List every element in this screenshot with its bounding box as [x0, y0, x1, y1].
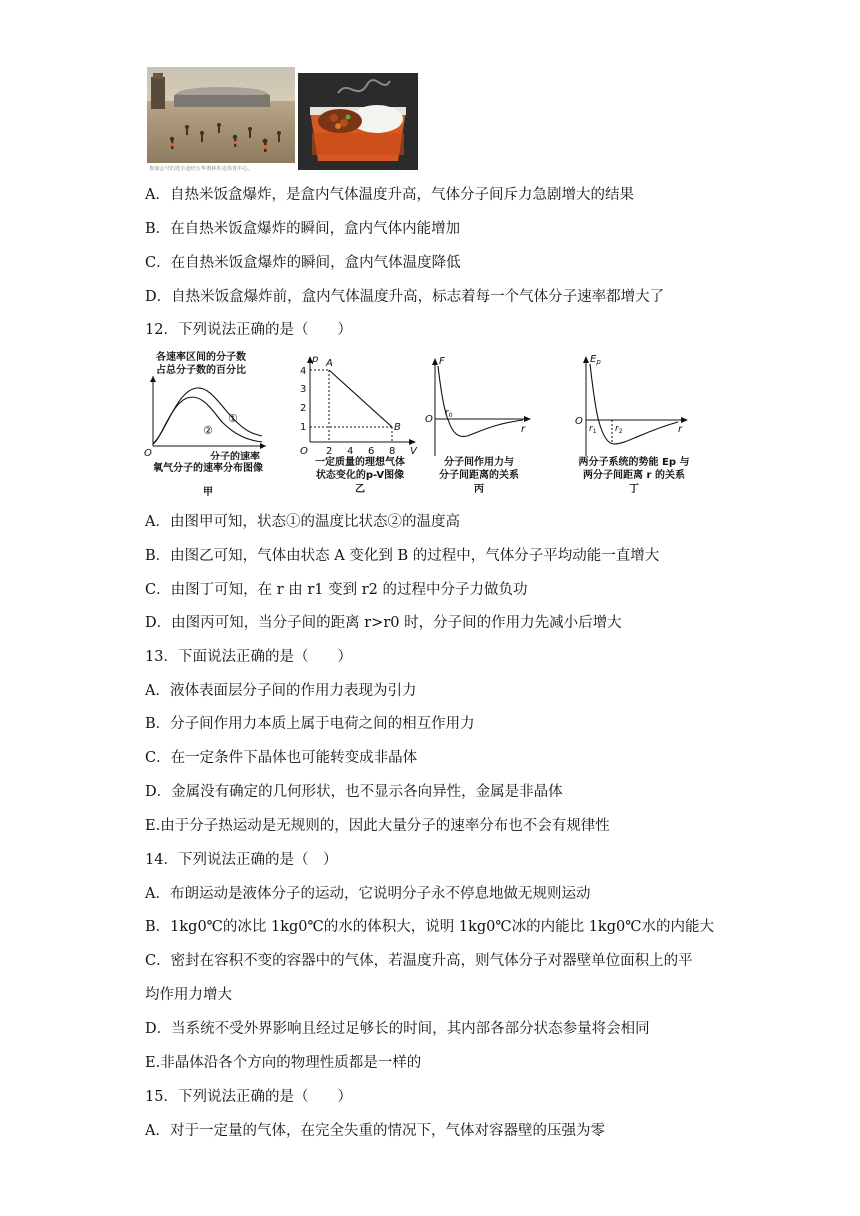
fig-jia-curve-2-label: ②	[203, 424, 213, 437]
fig-jia-tag: 甲	[203, 487, 213, 498]
q11-option-a: A．自热米饭盒爆炸，是盒内气体温度升高，气体分子间斥力急剧增大的结果	[145, 187, 634, 203]
q11-option-c: C．在自热米饭盒爆炸的瞬间，盒内气体温度降低	[145, 255, 461, 271]
fig-yi-point-a: A	[326, 358, 333, 369]
fig-ding-r2: $r_2$	[615, 424, 623, 435]
q14-option-c: C．密封在容积不变的容器中的气体，若温度升高，则气体分子对器壁单位面积上的平	[145, 953, 693, 969]
q12-option-b: B．由图乙可知，气体由状态 A 变化到 B 的过程中，气体分子平均动能一直增大	[145, 548, 660, 564]
fig-bing-r0: $r_0$	[445, 408, 453, 419]
fig-yi-ytick-4: 4	[300, 366, 307, 377]
fig-jia-caption: 氧气分子的速率分布图像	[153, 463, 263, 474]
fig-bing-caption-1: 分子间作用力与	[444, 457, 514, 468]
q13-stem: 13．下面说法正确的是（ ）	[145, 649, 352, 665]
fig-jia-origin: O	[144, 448, 152, 459]
fig-yi-point-b: B	[394, 422, 401, 433]
stadium-photo	[147, 67, 295, 172]
fig-jia-ylabel-2: 占总分子数的百分比	[156, 365, 246, 376]
stadium-caption: 参加会号的选手途经五华奥林匹克体育中心。	[149, 166, 253, 172]
q14-option-c-cont: 均作用力增大	[145, 987, 232, 1003]
q14-option-b: B．1kg0℃的冰比 1kg0℃的水的体积大，说明 1kg0℃冰的内能比 1kg0℃水的内能大	[145, 919, 714, 935]
q13-option-d: D．金属没有确定的几何形状，也不显示各向异性，金属是非晶体	[145, 784, 563, 800]
fig-ding-caption-1: 两分子系统的势能 Ep 与	[578, 457, 690, 468]
q15-option-a: A．对于一定量的气体，在完全失重的情况下，气体对容器壁的压强为零	[145, 1123, 605, 1139]
figure-ding-potential-energy	[572, 350, 692, 458]
fig-yi-origin: O	[300, 446, 308, 457]
fig-ding-axis-ep: $E_p$	[590, 354, 601, 366]
q12-option-c: C．由图丁可知，在 r 由 r1 变到 r2 的过程中分子力做负功	[145, 582, 528, 598]
fig-jia-ylabel-1: 各速率区间的分子数	[156, 352, 246, 363]
q12-stem: 12．下列说法正确的是（ ）	[145, 322, 352, 338]
fig-yi-ytick-2: 2	[300, 403, 307, 414]
rice-box-photo	[298, 73, 418, 170]
q11-option-b: B．在自热米饭盒爆炸的瞬间，盒内气体内能增加	[145, 221, 461, 237]
fig-bing-caption-2: 分子间距离的关系	[439, 470, 519, 481]
fig-ding-r1: $r_1$	[589, 424, 597, 435]
fig-yi-ytick-3: 3	[300, 384, 307, 395]
fig-jia-curve-1-label: ①	[228, 412, 238, 425]
fig-yi-tag: 乙	[355, 484, 365, 495]
figure-jia-speed-distribution	[142, 350, 272, 460]
fig-bing-origin: O	[425, 414, 433, 425]
fig-yi-caption-1: 一定质量的理想气体	[315, 457, 405, 468]
q13-option-c: C．在一定条件下晶体也可能转变成非晶体	[145, 750, 418, 766]
fig-yi-axis-p: p	[312, 354, 319, 365]
fig-yi-xtick-4: 4	[347, 446, 354, 457]
q12-option-d: D．由图丙可知，当分子间的距离 r>r0 时，分子间的作用力先减小后增大	[145, 615, 622, 631]
fig-ding-axis-r: r	[678, 424, 683, 435]
fig-yi-xtick-2: 2	[326, 446, 333, 457]
q14-option-e: E.非晶体沿各个方向的物理性质都是一样的	[145, 1055, 422, 1071]
fig-ding-tag: 丁	[629, 484, 639, 495]
fig-ding-caption-2: 两分子间距离 r 的关系	[583, 470, 685, 481]
q15-stem: 15．下列说法正确的是（ ）	[145, 1089, 352, 1105]
fig-ding-curve	[590, 364, 678, 444]
q14-option-a: A．布朗运动是液体分子的运动，它说明分子永不停息地做无规则运动	[145, 886, 591, 902]
q13-option-a: A．液体表面层分子间的作用力表现为引力	[145, 683, 417, 699]
fig-yi-caption-2: 状态变化的p-V图像	[315, 470, 405, 481]
fig-jia-xlabel: 分子的速率	[210, 452, 260, 460]
fig-bing-curve	[438, 366, 523, 436]
fig-yi-process-line	[329, 370, 392, 427]
q14-stem: 14．下列说法正确的是（ ）	[145, 852, 338, 868]
figure-yi-pv-diagram	[296, 352, 420, 462]
fig-yi-xtick-6: 6	[368, 446, 375, 457]
fig-yi-ytick-1: 1	[300, 422, 307, 433]
q13-option-b: B．分子间作用力本质上属于电荷之间的相互作用力	[145, 716, 475, 732]
q11-option-d: D．自热米饭盒爆炸前，盒内气体温度升高，标志着每一个气体分子速率都增大了	[145, 289, 665, 305]
fig-ding-origin: O	[575, 416, 583, 427]
q12-option-a: A．由图甲可知，状态①的温度比状态②的温度高	[145, 514, 460, 530]
q14-option-d: D．当系统不受外界影响且经过足够长的时间，其内部各部分状态参量将会相同	[145, 1021, 650, 1037]
fig-bing-tag: 丙	[474, 484, 484, 495]
figure-bing-force-distance	[423, 352, 533, 458]
fig-yi-xtick-8: 8	[389, 446, 396, 457]
fig-yi-axis-v: V	[410, 446, 417, 457]
fig-bing-axis-f: F	[439, 356, 445, 367]
q13-option-e: E.由于分子热运动是无规则的，因此大量分子的速率分布也不会有规律性	[145, 818, 610, 834]
fig-bing-axis-r: r	[521, 424, 526, 435]
